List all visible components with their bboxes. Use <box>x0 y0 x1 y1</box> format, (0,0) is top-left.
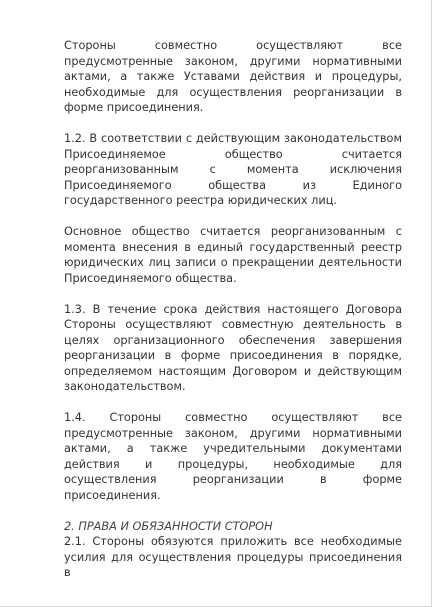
paragraph-1-4: 1.4. Стороны совместно осуществляют все предусмотренные законом, другими нормативными актами, а также учредительными документами действия и процедуры, необходимые для осуществления реорганизации в форме присоединения. <box>64 411 402 502</box>
section-heading-rights-obligations: 2. ПРАВА И ОБЯЗАННОСТИ СТОРОН <box>64 519 273 533</box>
document-body <box>64 38 402 581</box>
paragraph-main-company: Основное общество считается реорганизованным с момента внесения в единый государственный реестр юридических лиц записи о прекращении деятельности Присоединяемого общества. <box>64 225 402 285</box>
paragraph-1-2: 1.2. В соответствии с действующим законодательством Присоединяемое общество считается реорганизованным с момента исключения Присоединяемого общества из Единого государственного реестра юридических лиц. <box>64 132 402 207</box>
paragraph-joint-procedures: Стороны совместно осуществляют все предусмотренные законом, другими нормативными актами, а также Уставами действия и процедуры, необходимые для осуществления реорганизации в форме присоединения. <box>64 39 402 114</box>
paragraph-2-1: 2.1. Стороны обязуются приложить все необходимые усилия для осуществления процедуры присоединения в <box>64 535 402 579</box>
paragraph-1-3: 1.3. В течение срока действия настоящего Договора Стороны осуществляют совместную деятельность в целях организационного обеспечения завершения реорганизации в форме присоединения в порядке, определяемом настоящим Договором и действующим законодательством. <box>64 302 402 393</box>
